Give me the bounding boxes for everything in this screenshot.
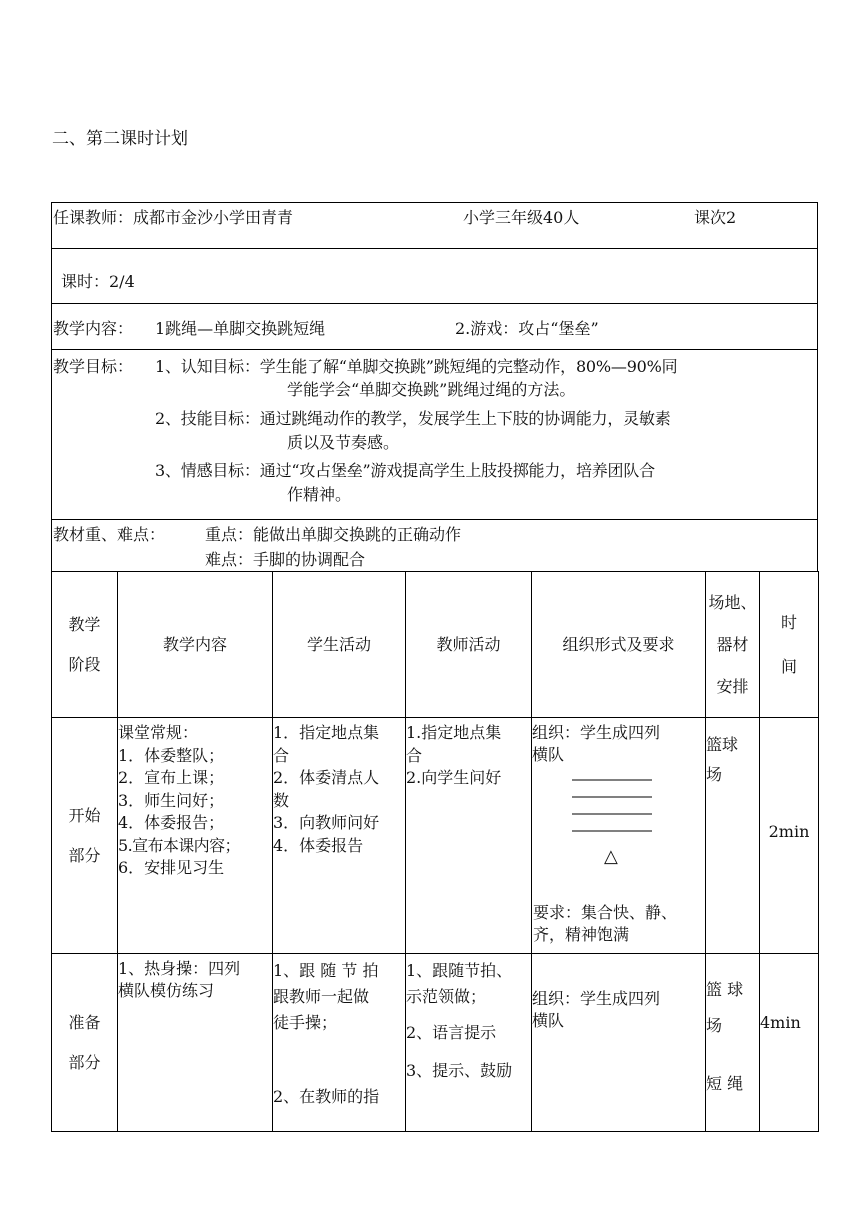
start-venue: 篮球 场 bbox=[706, 718, 760, 954]
lesson-plan-table bbox=[51, 571, 819, 1132]
content-label: 教学内容： bbox=[53, 319, 134, 338]
prep-time: 4min bbox=[760, 954, 819, 1132]
start-teacher bbox=[406, 718, 532, 954]
list-item: 6．安排见习生 bbox=[118, 858, 225, 877]
header-venue: 场地、 器材 安排 bbox=[706, 572, 760, 718]
goal-1-line-2: 学能学会“单脚交换跳”跳绳过绳的方法。 bbox=[287, 380, 576, 399]
list-item: 3．向教师问好 bbox=[273, 813, 380, 832]
header-time: 时 间 bbox=[760, 572, 819, 718]
section-heading: 二、第二课时计划 bbox=[52, 129, 188, 149]
list-item: 3．师生问好； bbox=[118, 790, 225, 810]
list-item: 合 bbox=[406, 745, 423, 765]
lesson-info-box bbox=[51, 202, 818, 572]
stage-start: 开始 部分 bbox=[52, 718, 118, 954]
list-item: 2．宣布上课； bbox=[118, 768, 225, 787]
list-item: 合 bbox=[273, 745, 290, 765]
teacher-row bbox=[52, 203, 817, 249]
header-organization: 组织形式及要求 bbox=[532, 572, 706, 718]
teacher-triangle-icon: △ bbox=[604, 846, 618, 867]
formation-diagram bbox=[532, 770, 706, 880]
org-requirement: 要求：集合快、静、 齐，精神饱满 bbox=[533, 903, 678, 944]
key-points-row bbox=[52, 520, 817, 573]
goals-row bbox=[52, 350, 817, 520]
header-teacher: 教师活动 bbox=[406, 572, 532, 718]
prep-content: 1、热身操：四列 横队模仿练习 bbox=[118, 954, 273, 1132]
org-text: 组织：学生成四列 bbox=[532, 723, 661, 742]
list-item: 1．指定地点集 bbox=[273, 723, 380, 742]
start-content bbox=[118, 718, 273, 954]
start-time: 2min bbox=[760, 718, 819, 954]
table-row-start bbox=[52, 718, 819, 954]
list-item: 2.向学生问好 bbox=[406, 768, 502, 787]
header-content: 教学内容 bbox=[118, 572, 273, 718]
list-item: 1．体委整队； bbox=[118, 745, 225, 765]
prep-organization: 组织：学生成四列 横队 bbox=[532, 954, 706, 1132]
table-row-prep bbox=[52, 954, 819, 1132]
goal-3-line-1: 3、情感目标：通过“攻占堡垒”游戏提高学生上肢投掷能力，培养团队合 bbox=[155, 461, 655, 480]
content-row bbox=[52, 304, 817, 350]
list-item: 数 bbox=[273, 790, 290, 810]
start-student bbox=[273, 718, 406, 954]
goal-3-line-2: 作精神。 bbox=[287, 485, 352, 504]
list-item: 课堂常规： bbox=[118, 723, 199, 742]
start-organization bbox=[532, 718, 706, 954]
teacher-name: 任课教师：成都市金沙小学田青青 bbox=[53, 208, 294, 227]
list-item: 2．体委清点人 bbox=[273, 768, 380, 787]
content-item-1: 1跳绳—单脚交换跳短绳 bbox=[155, 319, 326, 338]
content-item-2: 2.游戏：攻占“堡垒” bbox=[455, 319, 599, 338]
difficulty-point: 难点：手脚的协调配合 bbox=[205, 550, 366, 569]
header-stage: 教学 阶段 bbox=[52, 572, 118, 718]
key-point: 重点：能做出单脚交换跳的正确动作 bbox=[205, 525, 462, 544]
lesson-number: 课次2 bbox=[694, 208, 737, 227]
table-header-row bbox=[52, 572, 819, 718]
goal-2-line-2: 质以及节奏感。 bbox=[287, 433, 400, 452]
stage-prep: 准备 部分 bbox=[52, 954, 118, 1132]
list-item: 4．体委报告 bbox=[273, 835, 364, 855]
org-text: 横队 bbox=[532, 745, 565, 764]
goal-2-line-1: 2、技能目标：通过跳绳动作的教学，发展学生上下肢的协调能力，灵敏素 bbox=[155, 409, 671, 428]
prep-teacher: 1、跟随节拍、 示范领做； 2、语言提示 3、提示、鼓励 bbox=[406, 954, 532, 1132]
key-label: 教材重、难点： bbox=[53, 525, 166, 544]
prep-student: 1、跟 随 节 拍 跟教师一起做 徒手操； 2、在教师的指 bbox=[273, 954, 406, 1132]
period-row bbox=[52, 249, 817, 304]
header-student: 学生活动 bbox=[273, 572, 406, 718]
grade-info: 小学三年级40人 bbox=[463, 208, 580, 227]
list-item: 1.指定地点集 bbox=[406, 723, 502, 742]
list-item: 5.宣布本课内容； bbox=[118, 835, 240, 855]
lesson-period: 课时：2/4 bbox=[61, 272, 135, 291]
prep-venue: 篮 球 场 短 绳 bbox=[706, 954, 760, 1132]
goal-1-line-1: 1、认知目标：学生能了解“单脚交换跳”跳短绳的完整动作，80%—90%同 bbox=[155, 357, 678, 376]
list-item: 4．体委报告； bbox=[118, 813, 225, 832]
goals-label: 教学目标： bbox=[53, 357, 134, 376]
